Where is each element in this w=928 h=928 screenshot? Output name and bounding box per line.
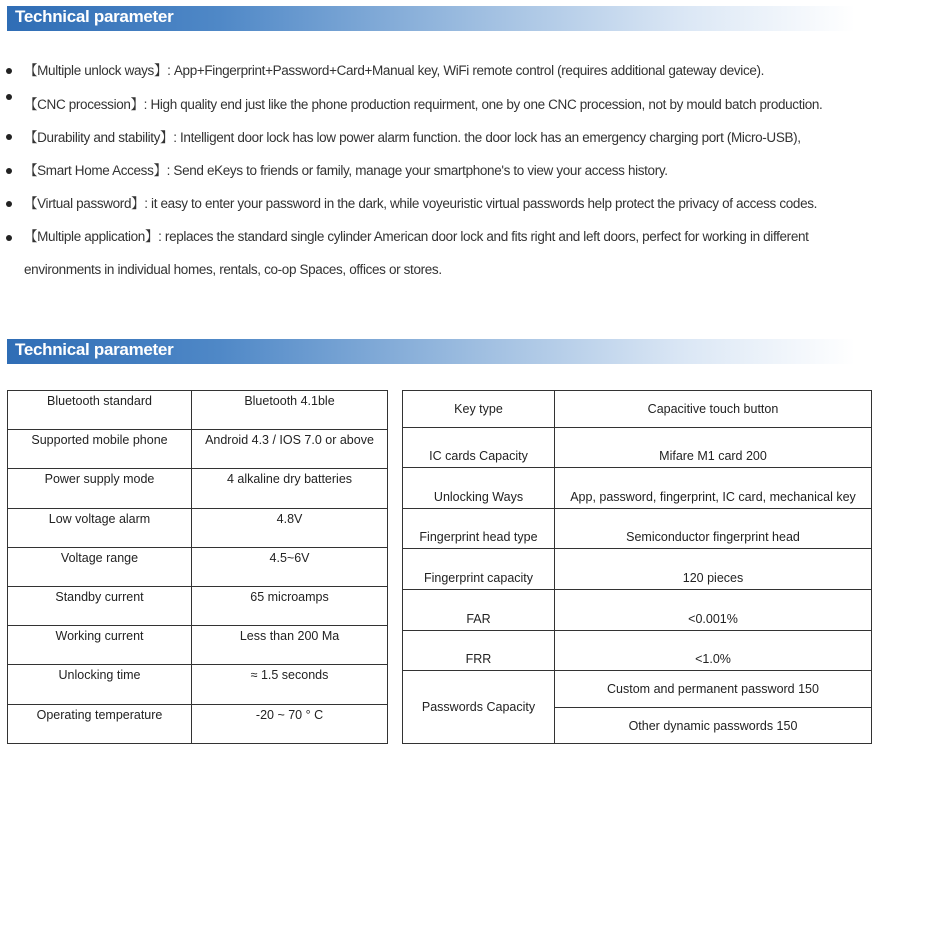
bullet-icon (6, 168, 12, 174)
table-row (403, 468, 872, 509)
table-row (403, 508, 872, 549)
table-row (8, 547, 388, 586)
spec-key: Bluetooth standard (8, 391, 192, 430)
spec-key: Unlocking Ways (403, 468, 555, 509)
spec-key: Fingerprint capacity (403, 549, 555, 590)
spec-key: Operating temperature (8, 704, 192, 743)
bullet-icon (6, 201, 12, 207)
spec-value: 120 pieces (555, 549, 872, 590)
spec-value: 4.5~6V (192, 547, 388, 586)
spec-key: Standby current (8, 586, 192, 625)
spec-key: Low voltage alarm (8, 508, 192, 547)
spec-value: <1.0% (555, 630, 872, 671)
spec-value: Capacitive touch button (555, 391, 872, 428)
spec-key: Unlocking time (8, 665, 192, 704)
spec-key: Power supply mode (8, 469, 192, 508)
feature-item: 【Smart Home Access】: Send eKeys to friends or family, manage your smartphone's to view your access history. (24, 163, 668, 178)
table-row (403, 671, 872, 708)
feature-item: 【Durability and stability】: Intelligent door lock has low power alarm function. the door lock has an emergency charging port (Micro-USB), (24, 130, 801, 145)
spec-value: App, password, fingerprint, IC card, mechanical key (555, 468, 872, 509)
spec-key: Passwords Capacity (403, 671, 555, 744)
spec-value: Less than 200 Ma (192, 626, 388, 665)
table-row (8, 508, 388, 547)
section-title: Technical parameter (15, 7, 174, 26)
table-row (8, 704, 388, 743)
bullet-icon (6, 68, 12, 74)
spec-key: FRR (403, 630, 555, 671)
spec-value: Bluetooth 4.1ble (192, 391, 388, 430)
section-header-specs (7, 339, 855, 364)
spec-key: IC cards Capacity (403, 427, 555, 468)
spec-key: Supported mobile phone (8, 430, 192, 469)
spec-value: 4 alkaline dry batteries (192, 469, 388, 508)
spec-key: Fingerprint head type (403, 508, 555, 549)
spec-value: 4.8V (192, 508, 388, 547)
spec-value: Other dynamic passwords 150 (555, 707, 872, 744)
spec-table-right (402, 390, 872, 744)
spec-table-left (7, 390, 388, 744)
table-row (403, 630, 872, 671)
section-header-features (7, 6, 855, 31)
table-row (8, 469, 388, 508)
spec-key: Working current (8, 626, 192, 665)
table-row (403, 391, 872, 428)
spec-value: <0.001% (555, 589, 872, 630)
bullet-icon (6, 134, 12, 140)
table-row (403, 549, 872, 590)
table-row (8, 391, 388, 430)
bullet-icon (6, 94, 12, 100)
feature-item: 【Multiple application】: replaces the standard single cylinder American door lock and fits right and left doors, perfect for working in different (24, 229, 809, 244)
spec-value: Semiconductor fingerprint head (555, 508, 872, 549)
spec-value: Android 4.3 / IOS 7.0 or above (192, 430, 388, 469)
feature-item: 【CNC procession】: High quality end just like the phone production requirment, one by one CNC procession, not by mould batch production. (24, 97, 823, 112)
spec-value: -20 ~ 70 ° C (192, 704, 388, 743)
table-row (8, 626, 388, 665)
table-row (403, 427, 872, 468)
spec-key: Key type (403, 391, 555, 428)
spec-key: FAR (403, 589, 555, 630)
spec-key: Voltage range (8, 547, 192, 586)
table-row (403, 589, 872, 630)
feature-item: 【Virtual password】: it easy to enter your password in the dark, while voyeuristic virtual passwords help protect the privacy of access codes. (24, 196, 818, 211)
spec-value: Custom and permanent password 150 (555, 671, 872, 708)
table-row (8, 665, 388, 704)
table-row (8, 586, 388, 625)
bullet-icon (6, 235, 12, 241)
table-row (8, 430, 388, 469)
spec-value: Mifare M1 card 200 (555, 427, 872, 468)
spec-value: ≈ 1.5 seconds (192, 665, 388, 704)
spec-value: 65 microamps (192, 586, 388, 625)
feature-item-continuation: environments in individual homes, rentals, co-op Spaces, offices or stores. (24, 262, 442, 277)
feature-item: 【Multiple unlock ways】: App+Fingerprint+Password+Card+Manual key, WiFi remote control (requires additional gateway device). (24, 63, 765, 78)
section-title: Technical parameter (15, 340, 174, 359)
